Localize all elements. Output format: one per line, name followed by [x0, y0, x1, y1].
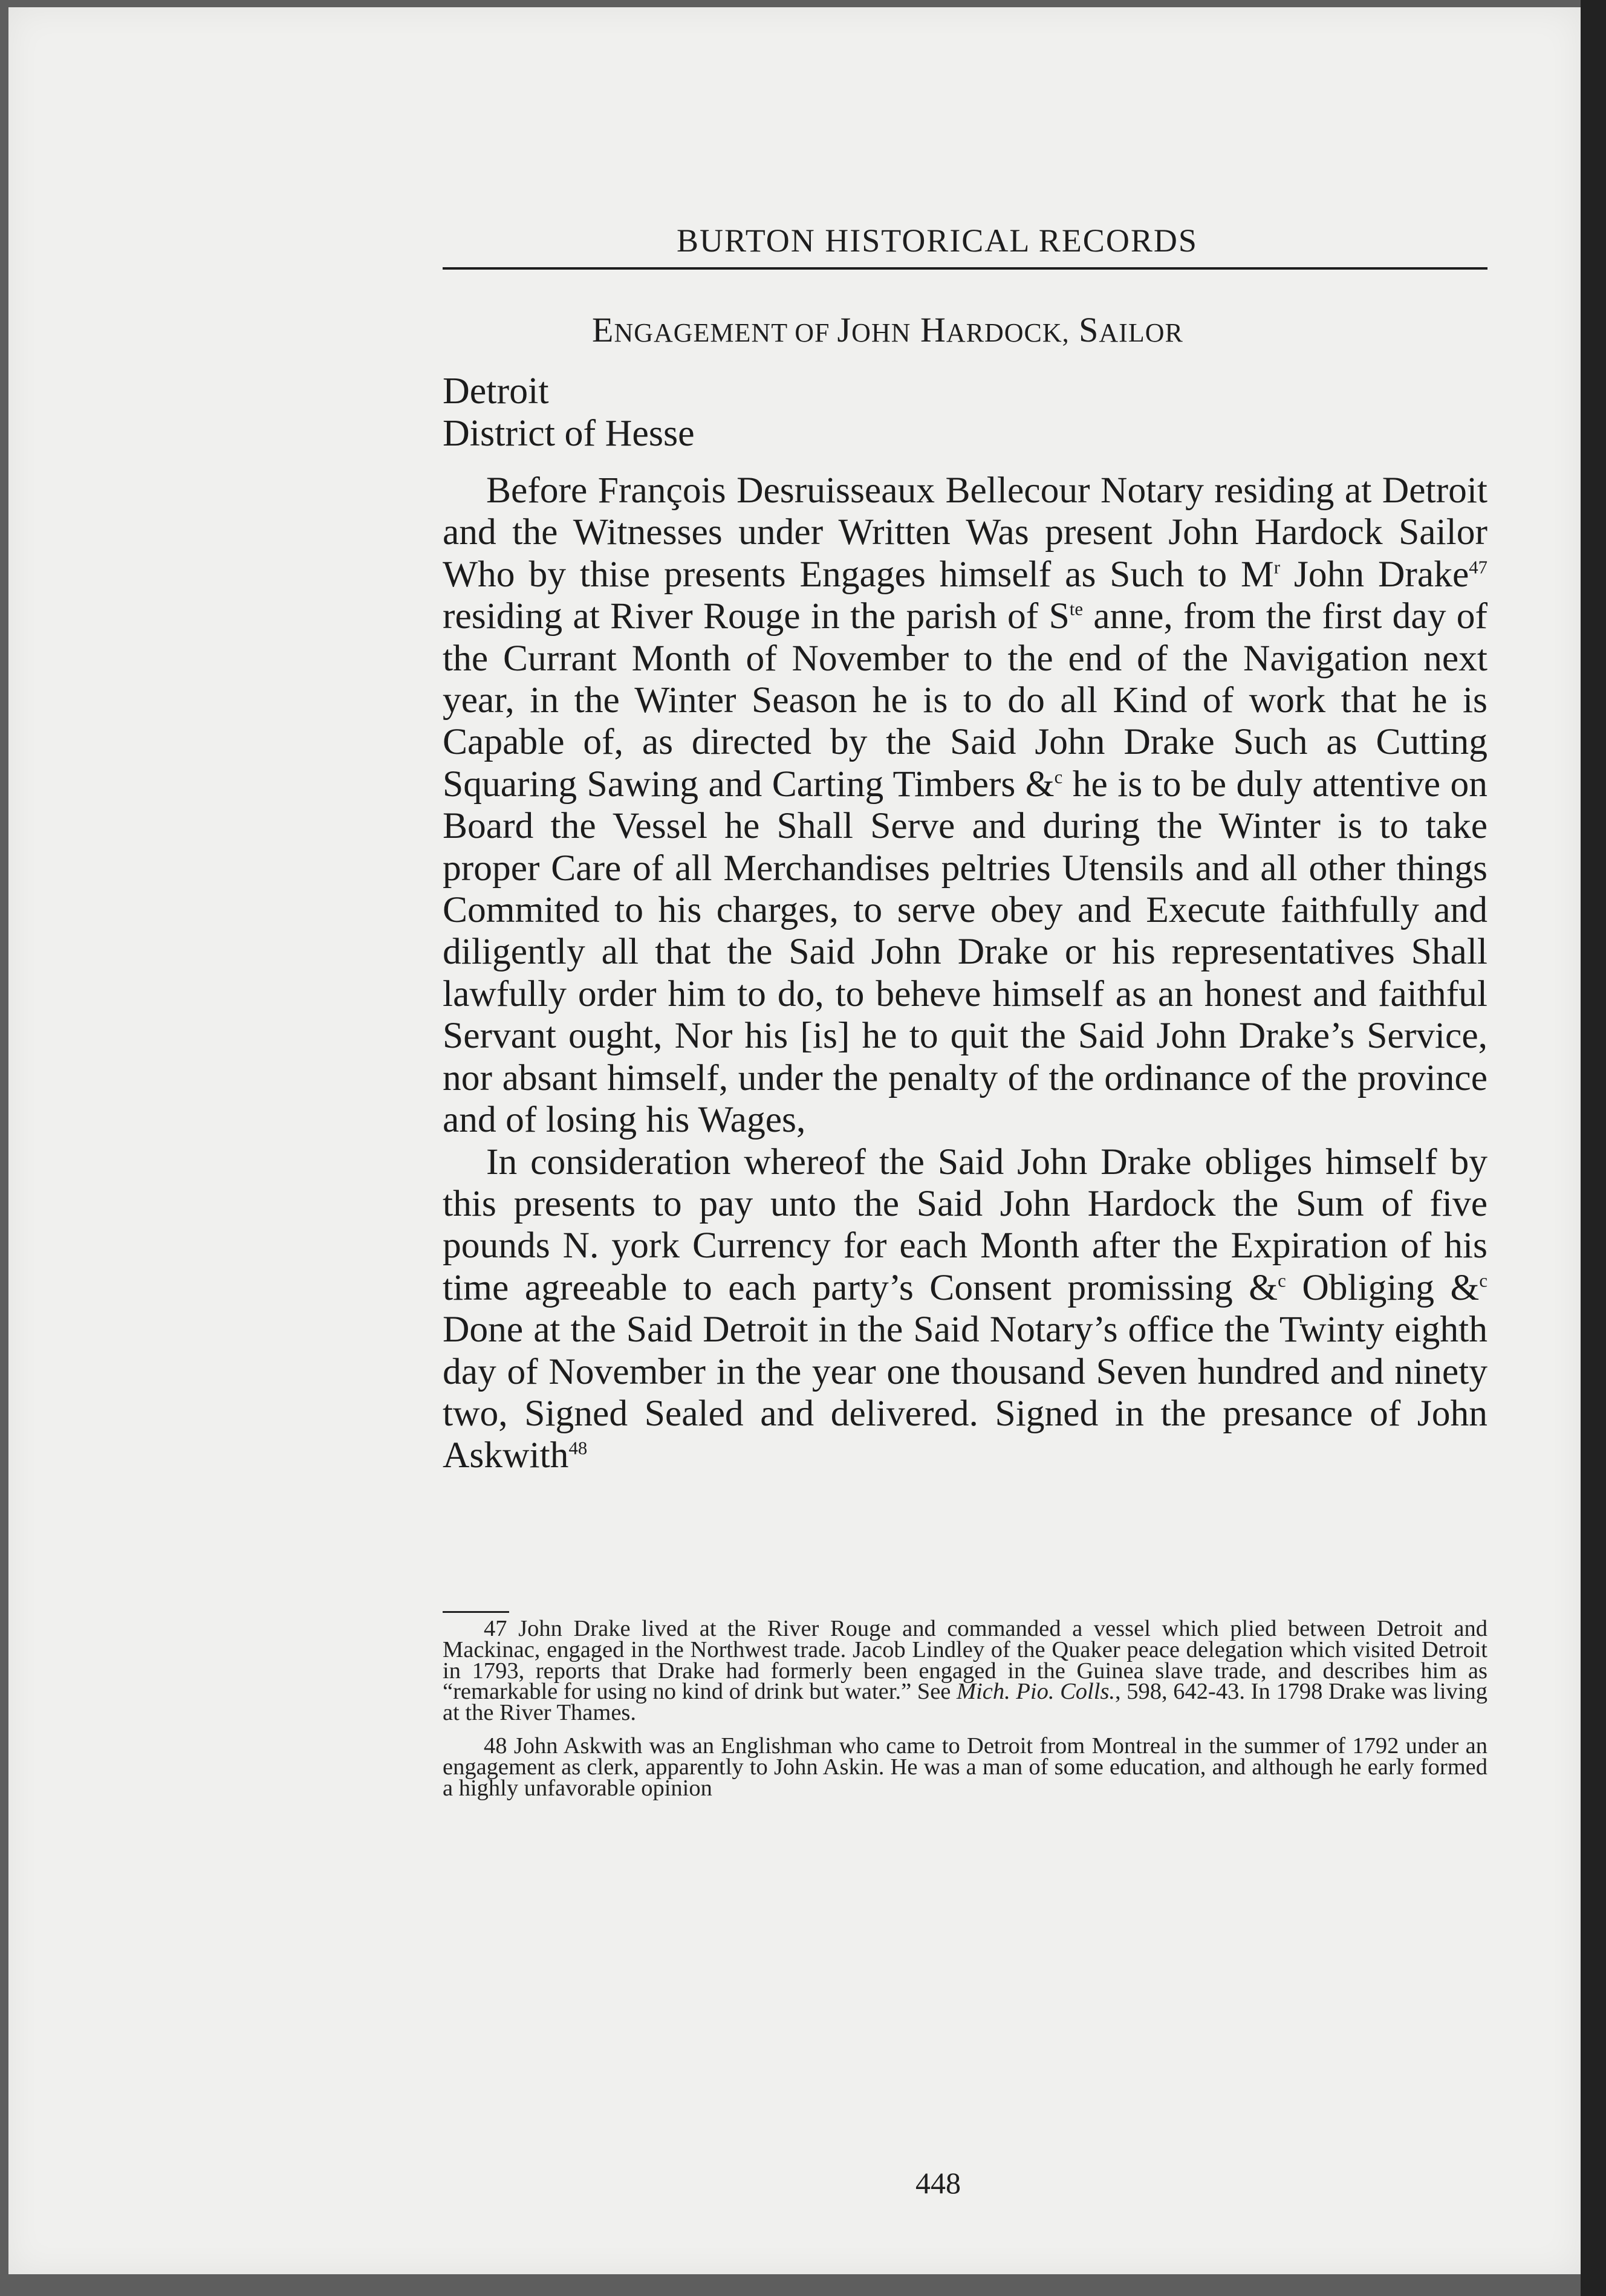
- scan-edge-shadow: [1581, 0, 1606, 2296]
- place-city: Detroit: [443, 371, 549, 412]
- footnote-47-citation: Mich. Pio. Colls.: [957, 1679, 1116, 1705]
- title-ohn: OHN: [851, 318, 911, 348]
- footnote-47: [443, 1618, 1487, 1724]
- para1-text-2: John Drake: [1279, 553, 1469, 595]
- title-ngagement: NGAGEMENT: [614, 318, 788, 348]
- footnote-47-text: 47 John Drake lived at the River Rouge and commanded a vessel which plied between Detroit and Mackinac, engaged in the Northwest trade. Jacob Lindley of the Quaker peace delegation which visited Detroit in 1793, reports that Drake had formerly been engaged in the Guinea slave trade, and describes him as “remarkable for using no kind of drink but water.” See: [443, 1616, 1487, 1705]
- para1-text-1: Before François Desruisseaux Bellecour Notary residing at Detroit and the Witnesses under Written Was present John Hardock Sailor Who by thise presents Engages himself as Such to M: [443, 470, 1487, 595]
- superscript-te: te: [1069, 598, 1083, 620]
- para2-text-1: In consideration whereof the Said John Drake obliges himself by this presents to pay unto the Said John Hardock the Sum of five pounds N. york Currency for each Month after the Expiration of his time agreeable to each party’s Consent promissing &: [443, 1141, 1487, 1308]
- footnote-rule: [443, 1611, 509, 1613]
- para1-text-3: residing at River Rouge in the parish of S: [443, 595, 1070, 637]
- title-j: J: [837, 310, 852, 349]
- footnote-47-text-end: , 598, 642-43. In 1798 Drake was living at the River Thames.: [443, 1679, 1488, 1726]
- document-page: [8, 7, 1581, 2274]
- page-number: 448: [915, 2166, 961, 2200]
- title-e: E: [592, 310, 614, 349]
- title-ailor: AILOR: [1099, 318, 1183, 348]
- title-s: S: [1079, 310, 1099, 349]
- place-district: District of Hesse: [443, 413, 695, 454]
- paragraph-engagement: [443, 470, 1487, 1141]
- para2-text-3: Done at the Said Detroit in the Said Notary’s office the Twinty eighth day of November in the year one thousand Seven hundred and ninety two, Signed Sealed and delivered. Signed in the presance of John Askwith: [443, 1309, 1487, 1476]
- footnote-ref-47: 47: [1469, 557, 1487, 578]
- header-rule: [443, 267, 1487, 270]
- para1-text-4: anne, from the first day of the Currant Month of November to the end of the Navigation next year, in the Winter Season he is to do all Kind of work that he is Capable of, as directed by the Said John Drake Such as Cutting Squaring Sawing and Carting Timbers &: [443, 595, 1487, 805]
- body-text: [443, 470, 1487, 1477]
- superscript-c: c: [1054, 767, 1063, 788]
- para2-text-2: Obliging &: [1286, 1266, 1480, 1308]
- document-title: [592, 310, 1183, 350]
- title-of: OF: [787, 318, 837, 348]
- title-ardock: ARDOCK,: [946, 318, 1070, 348]
- footnote-ref-48: 48: [568, 1438, 588, 1459]
- superscript-r: r: [1273, 557, 1280, 578]
- title-h: H: [920, 310, 946, 349]
- para1-text-5: he is to be duly attentive on Board the Vessel he Shall Serve and during the Winter is to take proper Care of all Merchandises peltries Utensils and all other things Commited to his charges, to serve obey and Execute faithfully and diligently all that the Said John Drake or his representatives Shall lawfully order him to do, to beheve himself as an honest and faithful Servant ought, Nor his [is] he to quit the Said John Drake’s Service, nor absant himself, under the penalty of the ordinance of the province and of losing his Wages,: [443, 763, 1487, 1141]
- running-head: BURTON HISTORICAL RECORDS: [677, 222, 1198, 259]
- footnote-48-text: 48 John Askwith was an Englishman who came to Detroit from Montreal in the summer of 1792 under an engagement as clerk, apparently to John Askin. He was a man of some education, and although he early formed a highly unfavorable opinion: [443, 1733, 1487, 1801]
- superscript-c: c: [1479, 1270, 1488, 1291]
- paragraph-consideration: [443, 1141, 1487, 1477]
- superscript-c: c: [1278, 1270, 1286, 1291]
- footnote-48: [443, 1733, 1487, 1801]
- footnotes: [443, 1618, 1487, 1811]
